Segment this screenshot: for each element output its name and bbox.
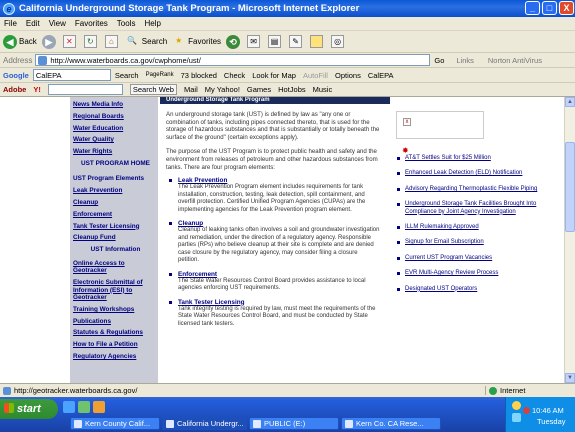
stop-button[interactable] — [63, 35, 79, 48]
window-title: California Underground Storage Tank Program - Microsoft Internet Explorer — [19, 3, 360, 14]
quicklaunch-desktop-icon[interactable] — [78, 401, 90, 413]
nav-ust-information-header: UST Information — [90, 246, 141, 254]
nav-leak-prevention[interactable]: Leak Prevention — [73, 187, 123, 195]
mail-button[interactable] — [247, 35, 263, 48]
search-web-button[interactable]: Search Web — [130, 84, 177, 95]
tank-tester-licensing-text: Tank integrity testing is required by law, must meet the requirements of the State Water Resources Control Board, and must be conducted by State licensed tank testers. — [178, 305, 376, 327]
task-california-underground[interactable]: California Undergr... — [162, 417, 247, 430]
my-yahoo-button[interactable]: My Yahoo! — [204, 85, 240, 94]
favorites-button[interactable]: ★ Favorites — [172, 35, 221, 48]
program-element-enforcement — [166, 271, 380, 293]
start-button[interactable]: start — [0, 399, 58, 419]
home-icon: ⌂ — [105, 35, 118, 48]
task-kern-co-research[interactable]: Kern Co. CA Rese... — [341, 417, 441, 430]
menu-tools[interactable]: Tools — [116, 19, 136, 28]
news-column — [388, 97, 564, 383]
menu-view[interactable]: View — [48, 19, 66, 28]
new-star-icon: ✸ — [402, 146, 409, 155]
discuss-button[interactable] — [310, 35, 326, 48]
print-icon: ▤ — [268, 35, 281, 48]
news-item[interactable]: Designated UST Operators — [396, 286, 564, 293]
forward-button[interactable] — [42, 35, 58, 49]
edit-icon: ✎ — [289, 35, 302, 48]
look-for-map-button[interactable]: Look for Map — [252, 70, 296, 80]
hotjobs-button[interactable]: HotJobs — [278, 85, 306, 94]
news-item[interactable]: Advisory Regarding Thermoplastic Flexible Piping — [396, 186, 564, 193]
left-navigation — [70, 97, 158, 383]
nav-tank-tester-licensing[interactable]: Tank Tester Licensing — [73, 222, 140, 230]
calepa-button[interactable]: CalEPA — [367, 70, 394, 80]
adobe-button[interactable]: Adobe — [3, 85, 27, 94]
print-button[interactable] — [268, 35, 284, 48]
go-button[interactable]: Go — [434, 55, 445, 65]
task-public-drive[interactable]: PUBLIC (E:) — [249, 417, 339, 430]
nav-water-quality[interactable]: Water Quality — [73, 136, 114, 144]
google-toolbar — [0, 68, 575, 83]
menu-file[interactable]: File — [4, 19, 17, 28]
maximize-button[interactable]: □ — [542, 1, 557, 15]
yahoo-music-button[interactable]: Music — [312, 85, 333, 94]
refresh-icon: ↻ — [84, 35, 97, 48]
nav-news-media-info[interactable]: News Media Info — [73, 101, 124, 108]
search-icon: 🔍 — [127, 36, 138, 45]
enforcement-link[interactable]: Enforcement — [178, 270, 218, 278]
system-tray — [505, 397, 575, 432]
nav-publications[interactable]: Publications — [73, 317, 111, 325]
links-button[interactable]: Links — [456, 55, 474, 65]
options-button[interactable]: Options — [334, 70, 361, 80]
news-item[interactable]: EVR Multi-Agency Review Process — [396, 270, 564, 277]
scroll-thumb[interactable] — [565, 142, 575, 232]
nav-regulatory-agencies[interactable]: Regulatory Agencies — [73, 353, 137, 361]
quicklaunch-ie-icon[interactable] — [63, 401, 75, 413]
nav-regional-boards[interactable]: Regional Boards — [73, 112, 124, 120]
nav-enforcement[interactable]: Enforcement — [73, 210, 113, 218]
standard-toolbar — [0, 31, 575, 53]
enforcement-text: The State Water Resources Control Board provides assistance to local agencies enforcing UST requirements. — [178, 277, 366, 292]
messenger-button[interactable] — [331, 35, 347, 48]
tray-display-icon[interactable] — [512, 413, 521, 422]
history-button[interactable] — [226, 35, 242, 49]
address-input[interactable]: http://www.waterboards.ca.gov/cwphome/ust/ — [35, 54, 430, 66]
mail-icon: ✉ — [247, 35, 260, 48]
forward-arrow-icon: ▶ — [42, 35, 56, 49]
image-placeholder — [396, 111, 484, 139]
menu-bar — [0, 17, 575, 31]
menu-edit[interactable]: Edit — [25, 19, 40, 28]
google-search-input[interactable]: CalEPA — [33, 69, 111, 81]
messenger-icon: ◎ — [331, 35, 344, 48]
intro-paragraph: An underground storage tank (UST) is defined by law as "any one or combination of tanks, including pipes connected thereto, that is used for the storage of hazardous substances and that is substantially or totally beneath the surface of the ground" (certain exceptions apply). — [166, 111, 380, 141]
menu-help[interactable]: Help — [144, 19, 161, 28]
leak-prevention-link[interactable]: Leak Prevention — [178, 177, 228, 185]
page-left-margin — [0, 97, 70, 383]
stop-icon: ✕ — [63, 35, 76, 48]
google-search-button[interactable]: Search — [114, 70, 139, 80]
nav-cleanup-fund[interactable]: Cleanup Fund — [73, 234, 116, 242]
status-bar — [0, 383, 575, 397]
program-element-cleanup — [166, 220, 380, 265]
nav-water-rights[interactable]: Water Rights — [73, 148, 113, 156]
program-element-tank-tester-licensing — [166, 299, 380, 329]
star-icon: ★ — [175, 36, 183, 45]
norton-antivirus-button[interactable]: Norton AntiVirus — [487, 55, 542, 65]
close-button[interactable]: X — [559, 1, 574, 15]
leak-prevention-text: The Leak Prevention Program element includes requirements for tank installation, construction, testing, leak detection, spill containment, and overfill protection. Certified Unified Program Agencies (CUPAs) are the implementing agencies for the Leak Prevention program element. — [178, 184, 366, 213]
spell-check-button[interactable]: Check — [223, 70, 246, 80]
news-item[interactable]: Underground Storage Tank Facilities Brought Into Compliance by Joint Agency Investigation — [396, 201, 564, 216]
nav-ust-program-home[interactable]: UST PROGRAM HOME — [81, 159, 150, 167]
yahoo-search-input[interactable] — [48, 84, 123, 95]
news-item[interactable]: Signup for Email Subscription — [396, 239, 564, 246]
purpose-paragraph: The purpose of the UST Program is to protect public health and safety and the environment from releases of petroleum and other hazardous substances from tanks. There are four program elements: — [166, 148, 378, 171]
nav-online-access-geotracker[interactable]: Online Access to Geotracker — [73, 259, 125, 275]
nav-esi-geotracker[interactable]: Electronic Submittal of Information (ESI) to Geotracker — [73, 279, 143, 302]
nav-ust-program-elements: UST Program Elements — [73, 175, 145, 183]
cleanup-link[interactable]: Cleanup — [178, 220, 204, 228]
autofill-button[interactable]: AutoFill — [302, 70, 328, 80]
address-label: Address — [3, 55, 33, 65]
pagerank-indicator: PageRank — [145, 72, 174, 78]
page-banner: Underground Storage Tank Program — [160, 97, 390, 104]
folder-icon — [310, 35, 323, 48]
nav-water-education[interactable]: Water Education — [73, 124, 124, 132]
yahoo-games-button[interactable]: Games — [246, 85, 272, 94]
tray-network-icon[interactable] — [512, 401, 521, 410]
nav-statutes-regulations[interactable]: Statutes & Regulations — [73, 329, 143, 337]
task-kern-county[interactable]: Kern County Calif... — [70, 417, 160, 430]
news-item[interactable]: Enhanced Leak Detection (ELD) Notification — [396, 170, 564, 177]
edit-button[interactable] — [289, 35, 305, 48]
clock-time[interactable]: 10:46 AM — [532, 406, 564, 415]
window-titlebar — [0, 0, 575, 17]
scroll-up-icon[interactable]: ▲ — [565, 97, 575, 107]
tank-tester-licensing-link[interactable]: Tank Tester Licensing — [178, 298, 245, 306]
news-item[interactable]: ILLM Rulemaking Approved — [396, 224, 564, 231]
minimize-button[interactable]: _ — [525, 1, 540, 15]
vertical-scrollbar[interactable] — [564, 97, 575, 383]
tray-antivirus-icon[interactable] — [523, 407, 530, 414]
yahoo-mail-button[interactable]: Mail — [183, 85, 198, 94]
news-item[interactable]: AT&T Settles Suit for $25 Million — [396, 155, 564, 162]
page-content — [70, 97, 564, 383]
scroll-down-icon[interactable]: ▼ — [565, 373, 575, 383]
google-logo: Google — [3, 70, 29, 80]
yahoo-logo: Y! — [33, 85, 41, 94]
windows-taskbar — [0, 397, 575, 432]
internet-zone: Internet — [485, 386, 575, 395]
yahoo-toolbar — [0, 83, 575, 97]
refresh-button[interactable] — [84, 35, 100, 48]
search-button[interactable]: 🔍 Search — [127, 36, 168, 46]
main-column — [160, 97, 380, 383]
broken-image-icon: x — [403, 118, 411, 126]
back-arrow-icon: ◀ — [3, 35, 17, 49]
menu-favorites[interactable]: Favorites — [74, 19, 108, 28]
history-icon: ⟲ — [226, 35, 240, 49]
program-element-leak-prevention — [166, 177, 380, 214]
quicklaunch-media-icon[interactable] — [93, 401, 105, 413]
news-item[interactable]: Current UST Program Vacancies — [396, 255, 564, 262]
clock-day: Tuesday — [537, 417, 566, 426]
nav-training-workshops[interactable]: Training Workshops — [73, 305, 135, 313]
status-url: http://geotracker.waterboards.ca.gov/ — [0, 386, 485, 395]
home-button[interactable] — [105, 35, 121, 48]
popup-blocked-button[interactable]: 73 blocked — [180, 70, 217, 80]
nav-how-to-file-petition[interactable]: How to File a Petition — [73, 341, 138, 349]
ie-logo-icon: e — [3, 3, 15, 15]
back-button[interactable]: ◀ Back — [3, 35, 37, 49]
address-bar — [0, 53, 575, 68]
nav-cleanup[interactable]: Cleanup — [73, 199, 99, 207]
cleanup-text: Cleanup of leaking tanks often involves a soil and groundwater investigation and remediation, under the direction of a regulatory agency. Responsible parties (RPs) who believe cleanup at their site is complete and are denied case closure by the regulatory agency, may consider filing a closure petition. — [178, 227, 380, 264]
